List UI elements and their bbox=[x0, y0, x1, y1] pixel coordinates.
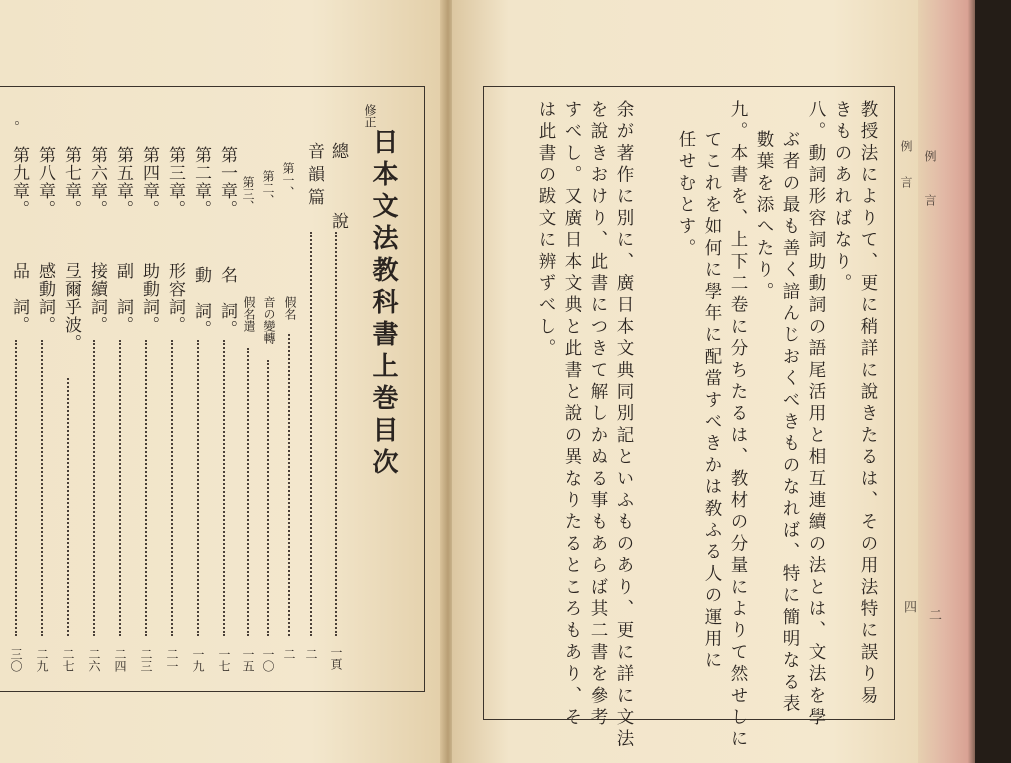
toc-entry-label: 第六章。 bbox=[87, 146, 107, 218]
toc-page-number: 一九 bbox=[191, 648, 205, 672]
cut-mark: 。 bbox=[4, 120, 20, 135]
toc-entry-label: 第二章。 bbox=[191, 146, 211, 218]
body-column: すべし。又廣日本文典と此書と說の異なりたるところもあり、そ bbox=[562, 100, 582, 730]
toc-entry-sub: 弖爾乎波。 bbox=[61, 262, 81, 352]
body-column: 數葉を添へたり。 bbox=[754, 130, 774, 304]
leader-dots bbox=[93, 340, 95, 636]
next-page-edge bbox=[918, 0, 980, 763]
leader-dots bbox=[119, 340, 121, 636]
toc-page-number: 二三 bbox=[139, 648, 153, 672]
next-page-number: 二 bbox=[926, 608, 941, 621]
toc-entry-label: 第四章。 bbox=[139, 146, 159, 218]
toc-entry-sub: 形容詞。 bbox=[165, 262, 185, 334]
toc-page-number: 一頁 bbox=[329, 646, 343, 670]
toc-entry-sub: 副 詞。 bbox=[113, 262, 133, 334]
body-column: 教授法によりて、更に稍詳に說きたるは、その用法特に誤り易 bbox=[858, 100, 878, 708]
toc-entry-label: 第二、 bbox=[261, 170, 275, 206]
toc-entry-sub: 品 詞。 bbox=[9, 262, 29, 334]
page-title: 日本文法教科書上巻目次 bbox=[368, 128, 398, 480]
running-header: 例 言 bbox=[899, 140, 913, 194]
toc-page-number: 一〇 bbox=[261, 648, 275, 672]
toc-entry-label: 第七章。 bbox=[61, 146, 81, 218]
leader-dots bbox=[67, 378, 69, 636]
next-page-header: 例 言 bbox=[923, 150, 937, 216]
leader-dots bbox=[335, 232, 337, 636]
leader-dots bbox=[197, 340, 199, 636]
leader-dots bbox=[145, 340, 147, 636]
toc-page-number: 二 bbox=[304, 648, 318, 660]
leader-dots bbox=[41, 340, 43, 636]
page-number: 四 bbox=[901, 600, 916, 613]
body-column: を說きおけり、此書につきて解しかぬる事もあらば其二書を參考 bbox=[588, 100, 608, 730]
body-column: ぶ者の最も善く諳んじおくべきものなれば、特に簡明なる表 bbox=[780, 130, 800, 716]
toc-entry-label: 第九章。 bbox=[9, 146, 29, 218]
toc-page-number: 二九 bbox=[35, 648, 49, 672]
toc-page-number: 一七 bbox=[217, 648, 231, 672]
leader-dots bbox=[310, 232, 312, 636]
body-column: てこれを如何に學年に配當すべきかは敎ふる人の運用に bbox=[702, 130, 722, 673]
toc-entry-label: 第八章。 bbox=[35, 146, 55, 218]
body-column: は此書の跋文に辨ずべし。 bbox=[536, 100, 556, 361]
background bbox=[975, 0, 1011, 763]
body-column: きものあればなり。 bbox=[832, 100, 852, 296]
toc-entry-label: 第一章。 bbox=[217, 146, 237, 218]
body-column: 余が著作に別に、廣日本文典同別記といふものあり、更に詳に文法 bbox=[614, 100, 634, 751]
toc-entry-label: 總 說 bbox=[328, 142, 348, 247]
body-column: 九。本書を、上下二卷に分ちたるは、教材の分量によりて然せしに bbox=[728, 100, 748, 751]
body-column: 八。動詞形容詞助動詞の語尾活用と相互連續の法とは、文法を學 bbox=[806, 100, 826, 730]
toc-entry-sub: 動 詞。 bbox=[191, 266, 211, 338]
toc-entry-sub: 音の變轉 bbox=[262, 296, 276, 344]
toc-entry-sub: 假名遣 bbox=[242, 296, 256, 332]
toc-page-number: 二 bbox=[282, 648, 296, 660]
toc-page-number: 二一 bbox=[165, 648, 179, 672]
leader-dots bbox=[288, 334, 290, 636]
leader-dots bbox=[247, 348, 249, 636]
left-page bbox=[0, 0, 445, 763]
toc-page-number: 二六 bbox=[87, 648, 101, 672]
leader-dots bbox=[223, 340, 225, 636]
toc-entry-label: 音韻篇 bbox=[304, 142, 324, 211]
toc-page-number: 二七 bbox=[61, 648, 75, 672]
toc-entry-label: 第三章。 bbox=[165, 146, 185, 218]
leader-dots bbox=[171, 340, 173, 636]
toc-entry-label: 第一、 bbox=[281, 162, 295, 198]
toc-entry-sub: 助動詞。 bbox=[139, 262, 159, 334]
leader-dots bbox=[267, 360, 269, 636]
toc-entry-sub: 接續詞。 bbox=[87, 262, 107, 334]
toc-page-number: 一五 bbox=[241, 648, 255, 672]
toc-page-number: 二四 bbox=[113, 648, 127, 672]
toc-entry-sub: 名 詞。 bbox=[217, 266, 237, 338]
leader-dots bbox=[15, 340, 17, 636]
toc-entry-sub: 假名 bbox=[283, 296, 297, 320]
toc-page-number: 三〇 bbox=[9, 648, 23, 672]
toc-entry-label: 第三、 bbox=[241, 176, 255, 212]
body-column: 任せむとす。 bbox=[676, 130, 696, 261]
title-ruby: 修正 bbox=[363, 104, 377, 128]
toc-entry-sub: 感動詞。 bbox=[35, 262, 55, 334]
toc-entry-label: 第五章。 bbox=[113, 146, 133, 218]
